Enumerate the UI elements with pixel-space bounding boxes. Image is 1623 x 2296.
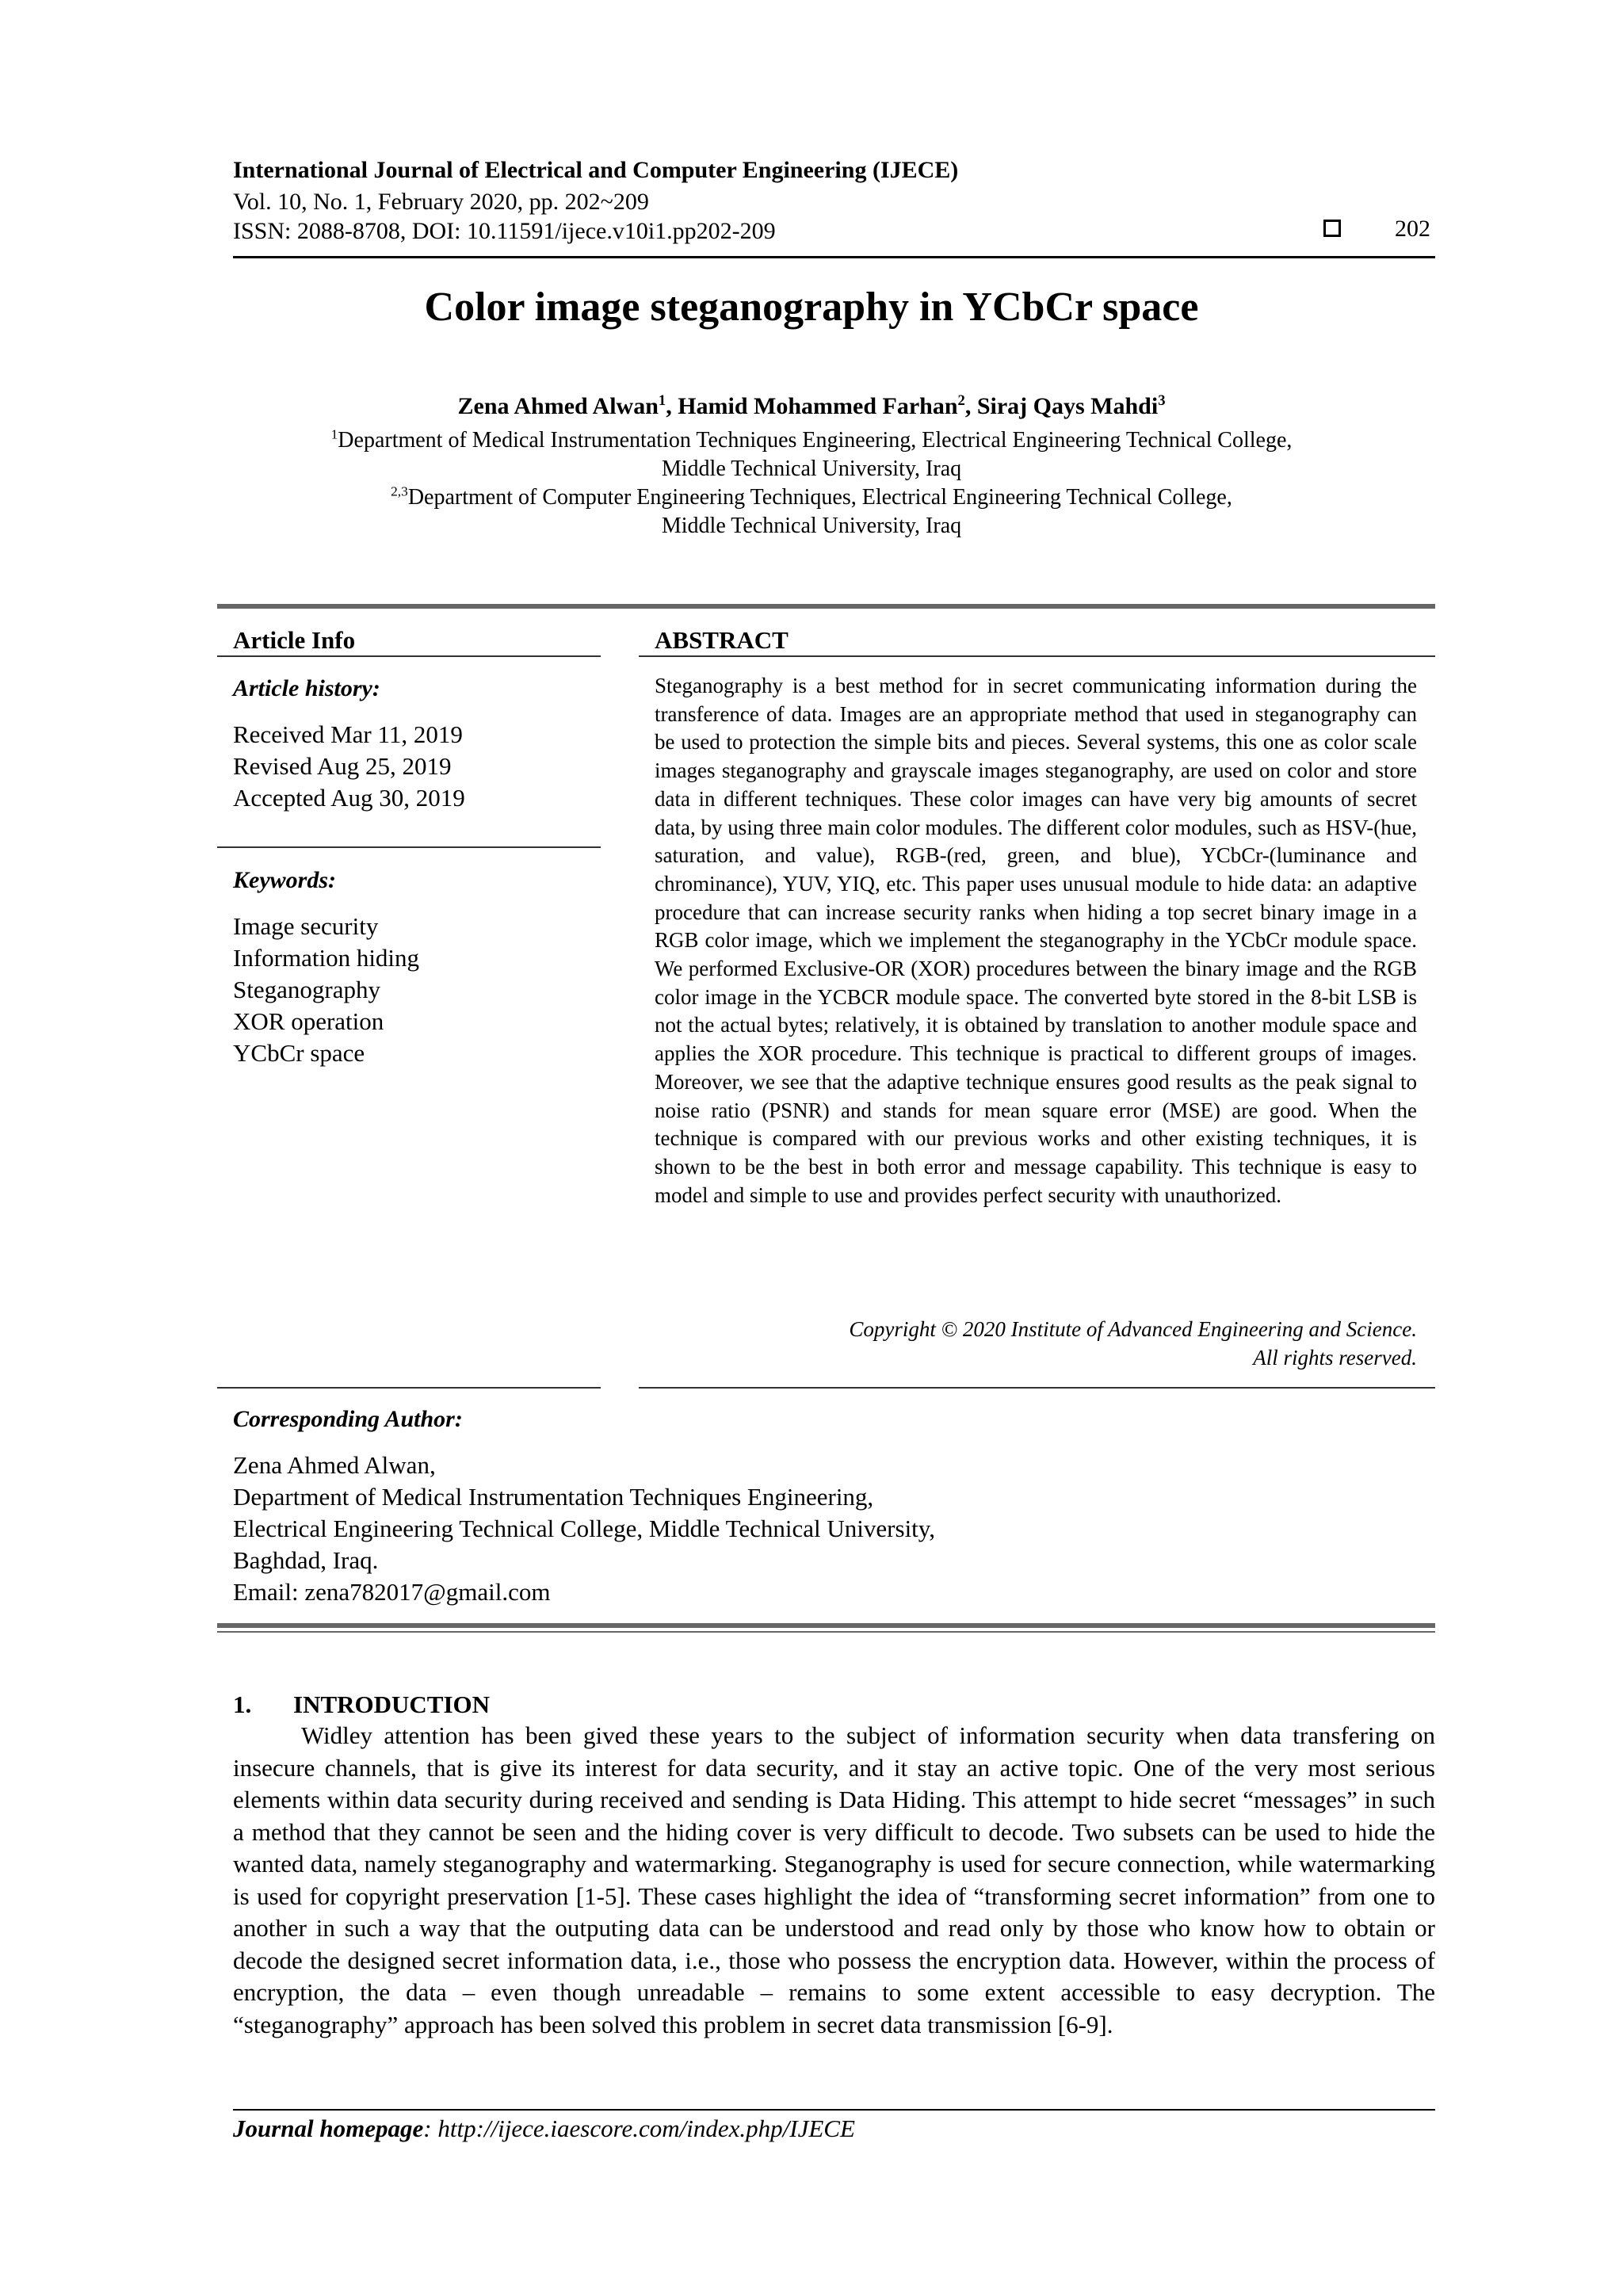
issn-line: ISSN: 2088-8708, DOI: 10.11591/ijece.v10i1.pp202-209 [233, 218, 776, 244]
rights-reserved-line: All rights reserved. [1253, 1346, 1417, 1370]
abstract-heading: ABSTRACT [655, 626, 789, 654]
corresponding-author-dept: Department of Medical Instrumentation Techniques Engineering, [233, 1483, 874, 1511]
header-rule [233, 256, 1435, 258]
keyword: Steganography [233, 976, 380, 1003]
author-name: Hamid Mohammed Farhan [678, 393, 958, 419]
affiliation-2: $^{2,3}$Department of Computer Engineering Techniques, Electrical Engineering Technical College, [391, 483, 1232, 510]
affiliation-1: $^1$Department of Medical Instrumentation Techniques Engineering, Electrical Engineering Technical College, [330, 426, 1293, 453]
keywords-heading: Keywords: [233, 867, 336, 893]
journal-name: International Journal of Electrical and Computer Engineering (IJECE) [233, 157, 959, 183]
paper-title: Color image steganography in YCbCr space [424, 285, 1199, 330]
introduction-heading: 1. INTRODUCTION [233, 1690, 491, 1718]
info-box-top-rule [217, 604, 1435, 609]
corresponding-author-block [233, 1450, 935, 1608]
keyword-list [233, 911, 419, 1069]
corresponding-author-college: Electrical Engineering Technical College, Middle Technical University, [233, 1515, 936, 1542]
introduction-text: Widley attention has been gived these years to the subject of information security when data transfering on insecure channels, that is give its interest for data security, and it stay an active topic. One of the very most serious elements within data security during received and sending is Data Hiding. This attempt to hide secret “messages” in such a method that they cannot be seen and the hiding cover is very difficult to decode. Two subsets can be used to hide the wanted data, namely steganography and watermarking. Steganography is used for secure connection, while watermarking is used for copyright preservation [1-5]. These cases highlight the idea of “transforming secret information” from one to another in such a way that the outputing data can be understood and read only by those who know how to obtain or decode the designed secret information data, i.e., those who possess the encryption data. However, within the process of encryption, the data – even though unreadable – remains to some extent accessible to easy decryption. The “steganography” approach has been solved this problem in secret data transmission [6-9]. [233, 1721, 1435, 2038]
volume-line: Vol. 10, No. 1, February 2020, pp. 202~209 [233, 189, 649, 215]
author-name: Siraj Qays Mahdi [976, 393, 1159, 419]
article-history-heading: Article history: [233, 675, 380, 701]
page-number: 202 [1395, 216, 1430, 242]
history-rule [217, 846, 601, 848]
corresponding-author-name: Zena Ahmed Alwan, [233, 1451, 436, 1479]
journal-homepage: Journal homepage: http://ijece.iaescore.com/index.php/IJECE [233, 2115, 855, 2142]
received-date: Received Mar 11, 2019 [233, 720, 463, 748]
affiliation-2-line2: Middle Technical University, Iraq [661, 514, 962, 538]
corresponding-author-heading: Corresponding Author: [233, 1406, 463, 1432]
accepted-date: Accepted Aug 30, 2019 [233, 784, 465, 812]
footer-rule [233, 2109, 1435, 2111]
author-list: Zena Ahmed Alwan$^1$, Hamid Mohammed Farhan$^2$, Siraj Qays Mahdi$^3$ [457, 392, 1166, 419]
author-name: Zena Ahmed Alwan [457, 393, 659, 419]
info-box-bottom-rule [217, 1623, 1435, 1628]
info-box-bottom-rule-thin [217, 1631, 1435, 1633]
keywords-bottom-rule [217, 1387, 601, 1389]
keyword: Information hiding [233, 944, 420, 972]
keyword: Image security [233, 912, 379, 940]
square-bullet-icon [1323, 220, 1341, 237]
revised-date: Revised Aug 25, 2019 [233, 752, 452, 780]
abstract-rule [639, 655, 1435, 657]
abstract-bottom-rule [639, 1387, 1435, 1389]
copyright-line: Copyright © 2020 Institute of Advanced Engineering and Science. [849, 1317, 1417, 1341]
abstract-text: Steganography is a best method for in secret communicating information during the transference of data. Images are an appropriate method that used in steganography can be used to protection the simple bits and pieces. Several systems, this one as color scale images steganography and grayscale images steganography, are used on color and store data in different techniques. These color images can have very big amounts of secret data, by using three main color modules. The different color modules, such as HSV-(hue, saturation, and value), RGB-(red, green, and blue), YCbCr-(luminance and chrominance), YUV, YIQ, etc. This paper uses unusual module to hide data: an adaptive procedure that can increase security ranks when hiding a top secret binary image in a RGB color image, which we implement the steganography in the YCbCr module space. We performed Exclusive-OR (XOR) procedures between the binary image and the RGB color image in the YCBCR module space. The converted byte stored in the 8-bit LSB is not the actual bytes; relatively, it is obtained by translation to another module space and applies the XOR procedure. This technique is practical to different groups of images. Moreover, we see that the adaptive technique ensures good results as the peak signal to noise ratio (PSNR) and stands for mean square error (MSE) are good. When the technique is compared with our previous works and other existing techniques, it is shown to be the best in both error and message capability. This technique is easy to model and simple to use and provides perfect security with unauthorized. [655, 674, 1417, 1207]
affiliation-1-line2: Middle Technical University, Iraq [661, 457, 962, 481]
corresponding-author-city: Baghdad, Iraq. [233, 1546, 379, 1574]
keyword: XOR operation [233, 1007, 384, 1035]
article-info-heading: Article Info [233, 626, 356, 654]
article-info-rule [217, 655, 601, 657]
corresponding-author-email: Email: zena782017@gmail.com [233, 1578, 551, 1606]
keyword: YCbCr space [233, 1039, 365, 1067]
